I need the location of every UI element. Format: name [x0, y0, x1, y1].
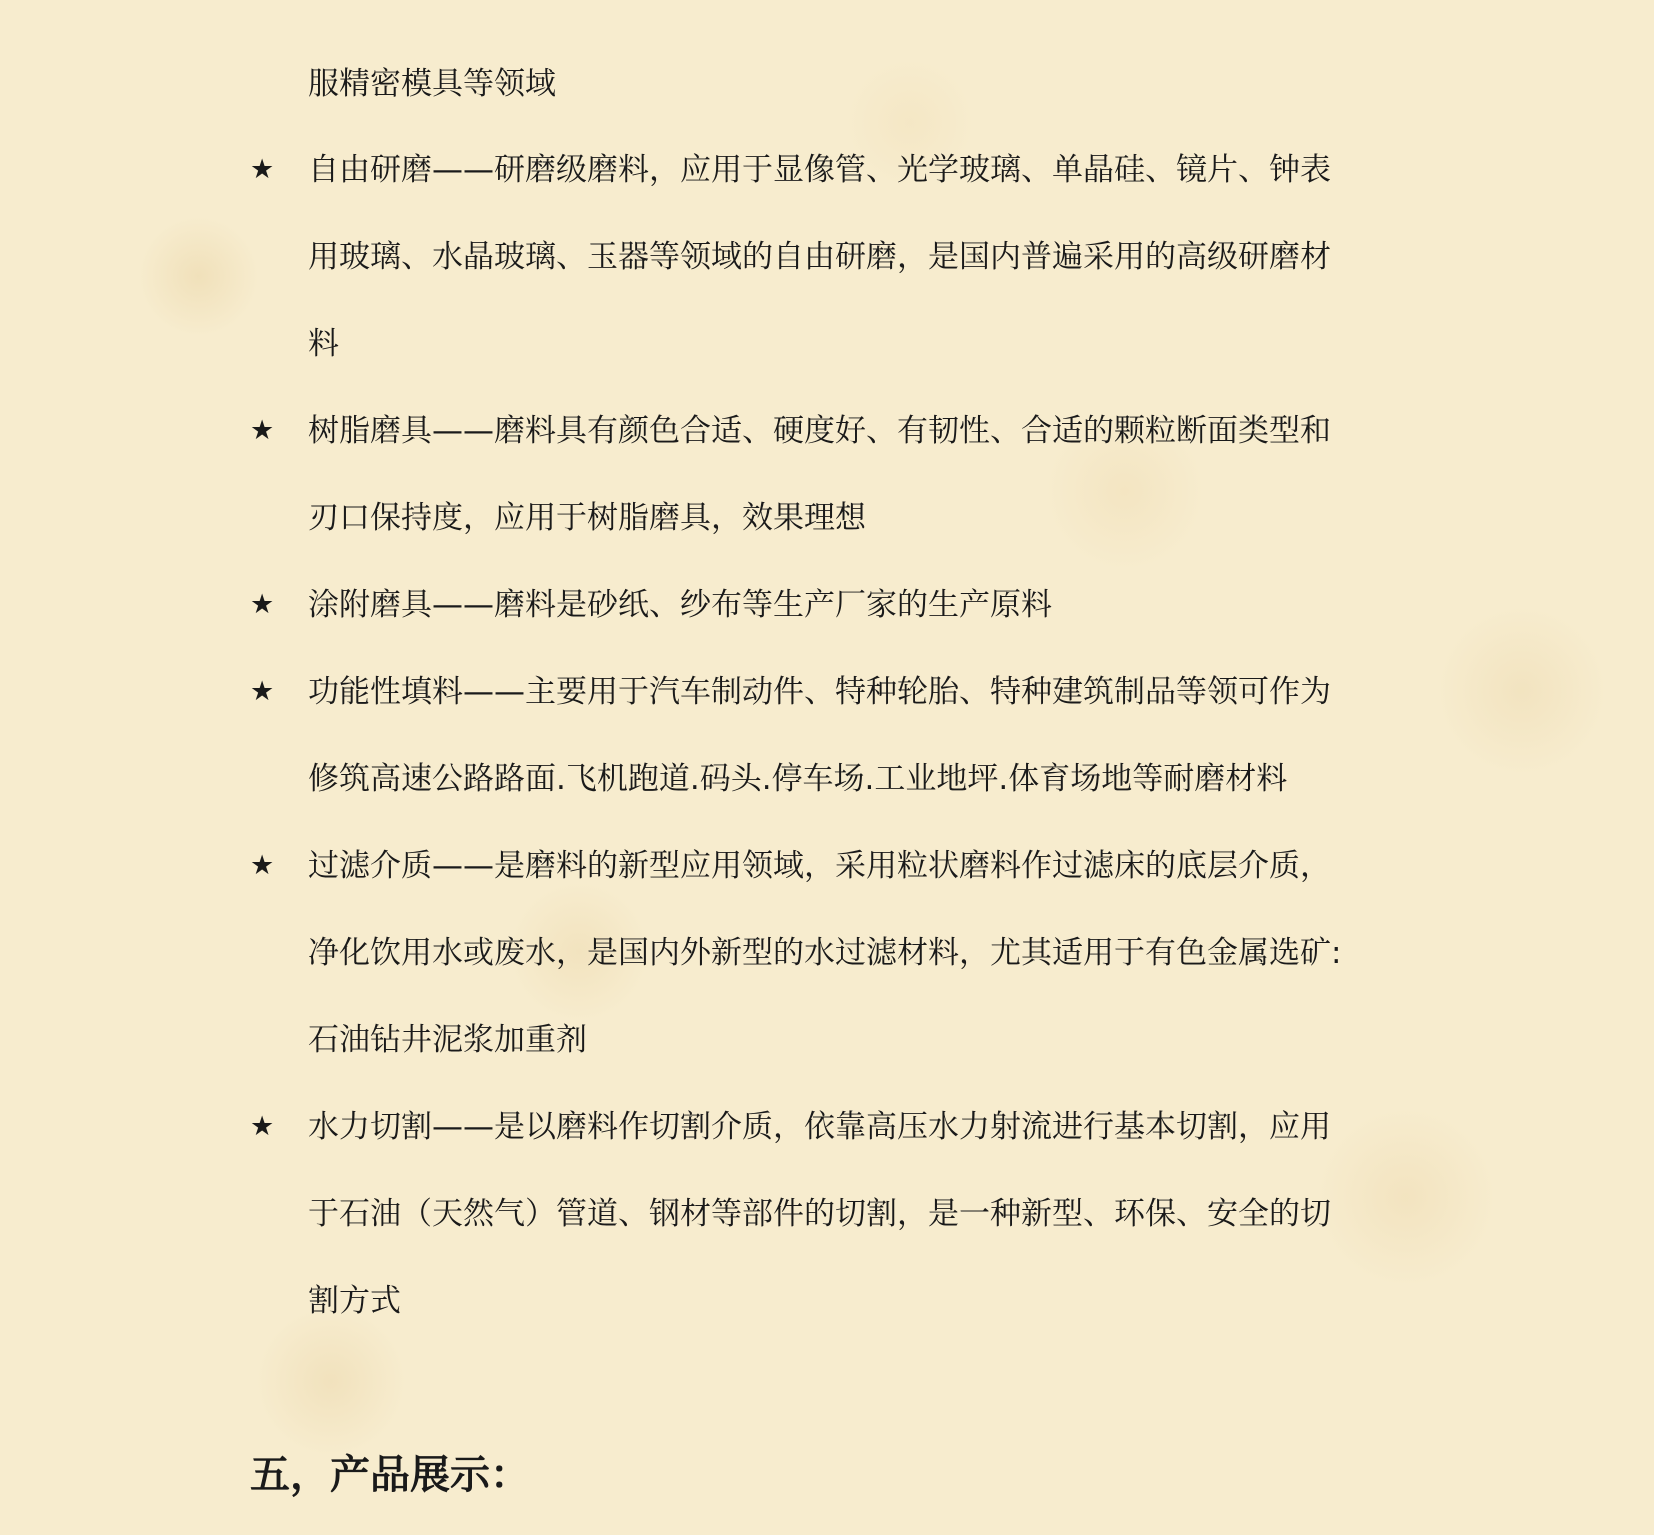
text-line: 树脂磨具——磨料具有颜色合适、硬度好、有韧性、合适的颗粒断面类型和: [308, 413, 1331, 449]
text-line: 净化饮用水或废水，是国内外新型的水过滤材料，尤其适用于有色金属选矿:: [308, 935, 1342, 971]
text-line: 涂附磨具——磨料是砂纸、纱布等生产厂家的生产原料: [308, 587, 1052, 623]
text-line: 料: [308, 326, 339, 362]
text-line: 刃口保持度，应用于树脂磨具，效果理想: [308, 500, 866, 536]
text-line: 于石油（天然气）管道、钢材等部件的切割，是一种新型、环保、安全的切: [308, 1196, 1331, 1232]
star-bullet-icon: ★: [250, 154, 275, 185]
text-line: 用玻璃、水晶玻璃、玉器等领域的自由研磨，是国内普遍采用的高级研磨材: [308, 239, 1331, 275]
star-bullet-icon: ★: [250, 1111, 275, 1142]
text-line: 修筑高速公路路面.飞机跑道.码头.停车场.工业地坪.体育场地等耐磨材料: [308, 761, 1288, 797]
text-line: 自由研磨——研磨级磨料，应用于显像管、光学玻璃、单晶硅、镜片、钟表: [308, 152, 1331, 188]
text-line: 水力切割——是以磨料作切割介质，依靠高压水力射流进行基本切割，应用: [308, 1109, 1331, 1145]
star-bullet-icon: ★: [250, 850, 275, 881]
text-line: 服精密模具等领域: [308, 66, 556, 102]
text-line: 功能性填料——主要用于汽车制动件、特种轮胎、特种建筑制品等领可作为: [308, 674, 1331, 710]
text-line: 割方式: [308, 1283, 401, 1319]
star-bullet-icon: ★: [250, 415, 275, 446]
star-bullet-icon: ★: [250, 589, 275, 620]
text-line: 过滤介质——是磨料的新型应用领域，采用粒状磨料作过滤床的底层介质，: [308, 848, 1331, 884]
star-bullet-icon: ★: [250, 676, 275, 707]
text-line: 石油钻井泥浆加重剂: [308, 1022, 587, 1058]
section-heading: 五，产品展示：: [250, 1452, 530, 1498]
